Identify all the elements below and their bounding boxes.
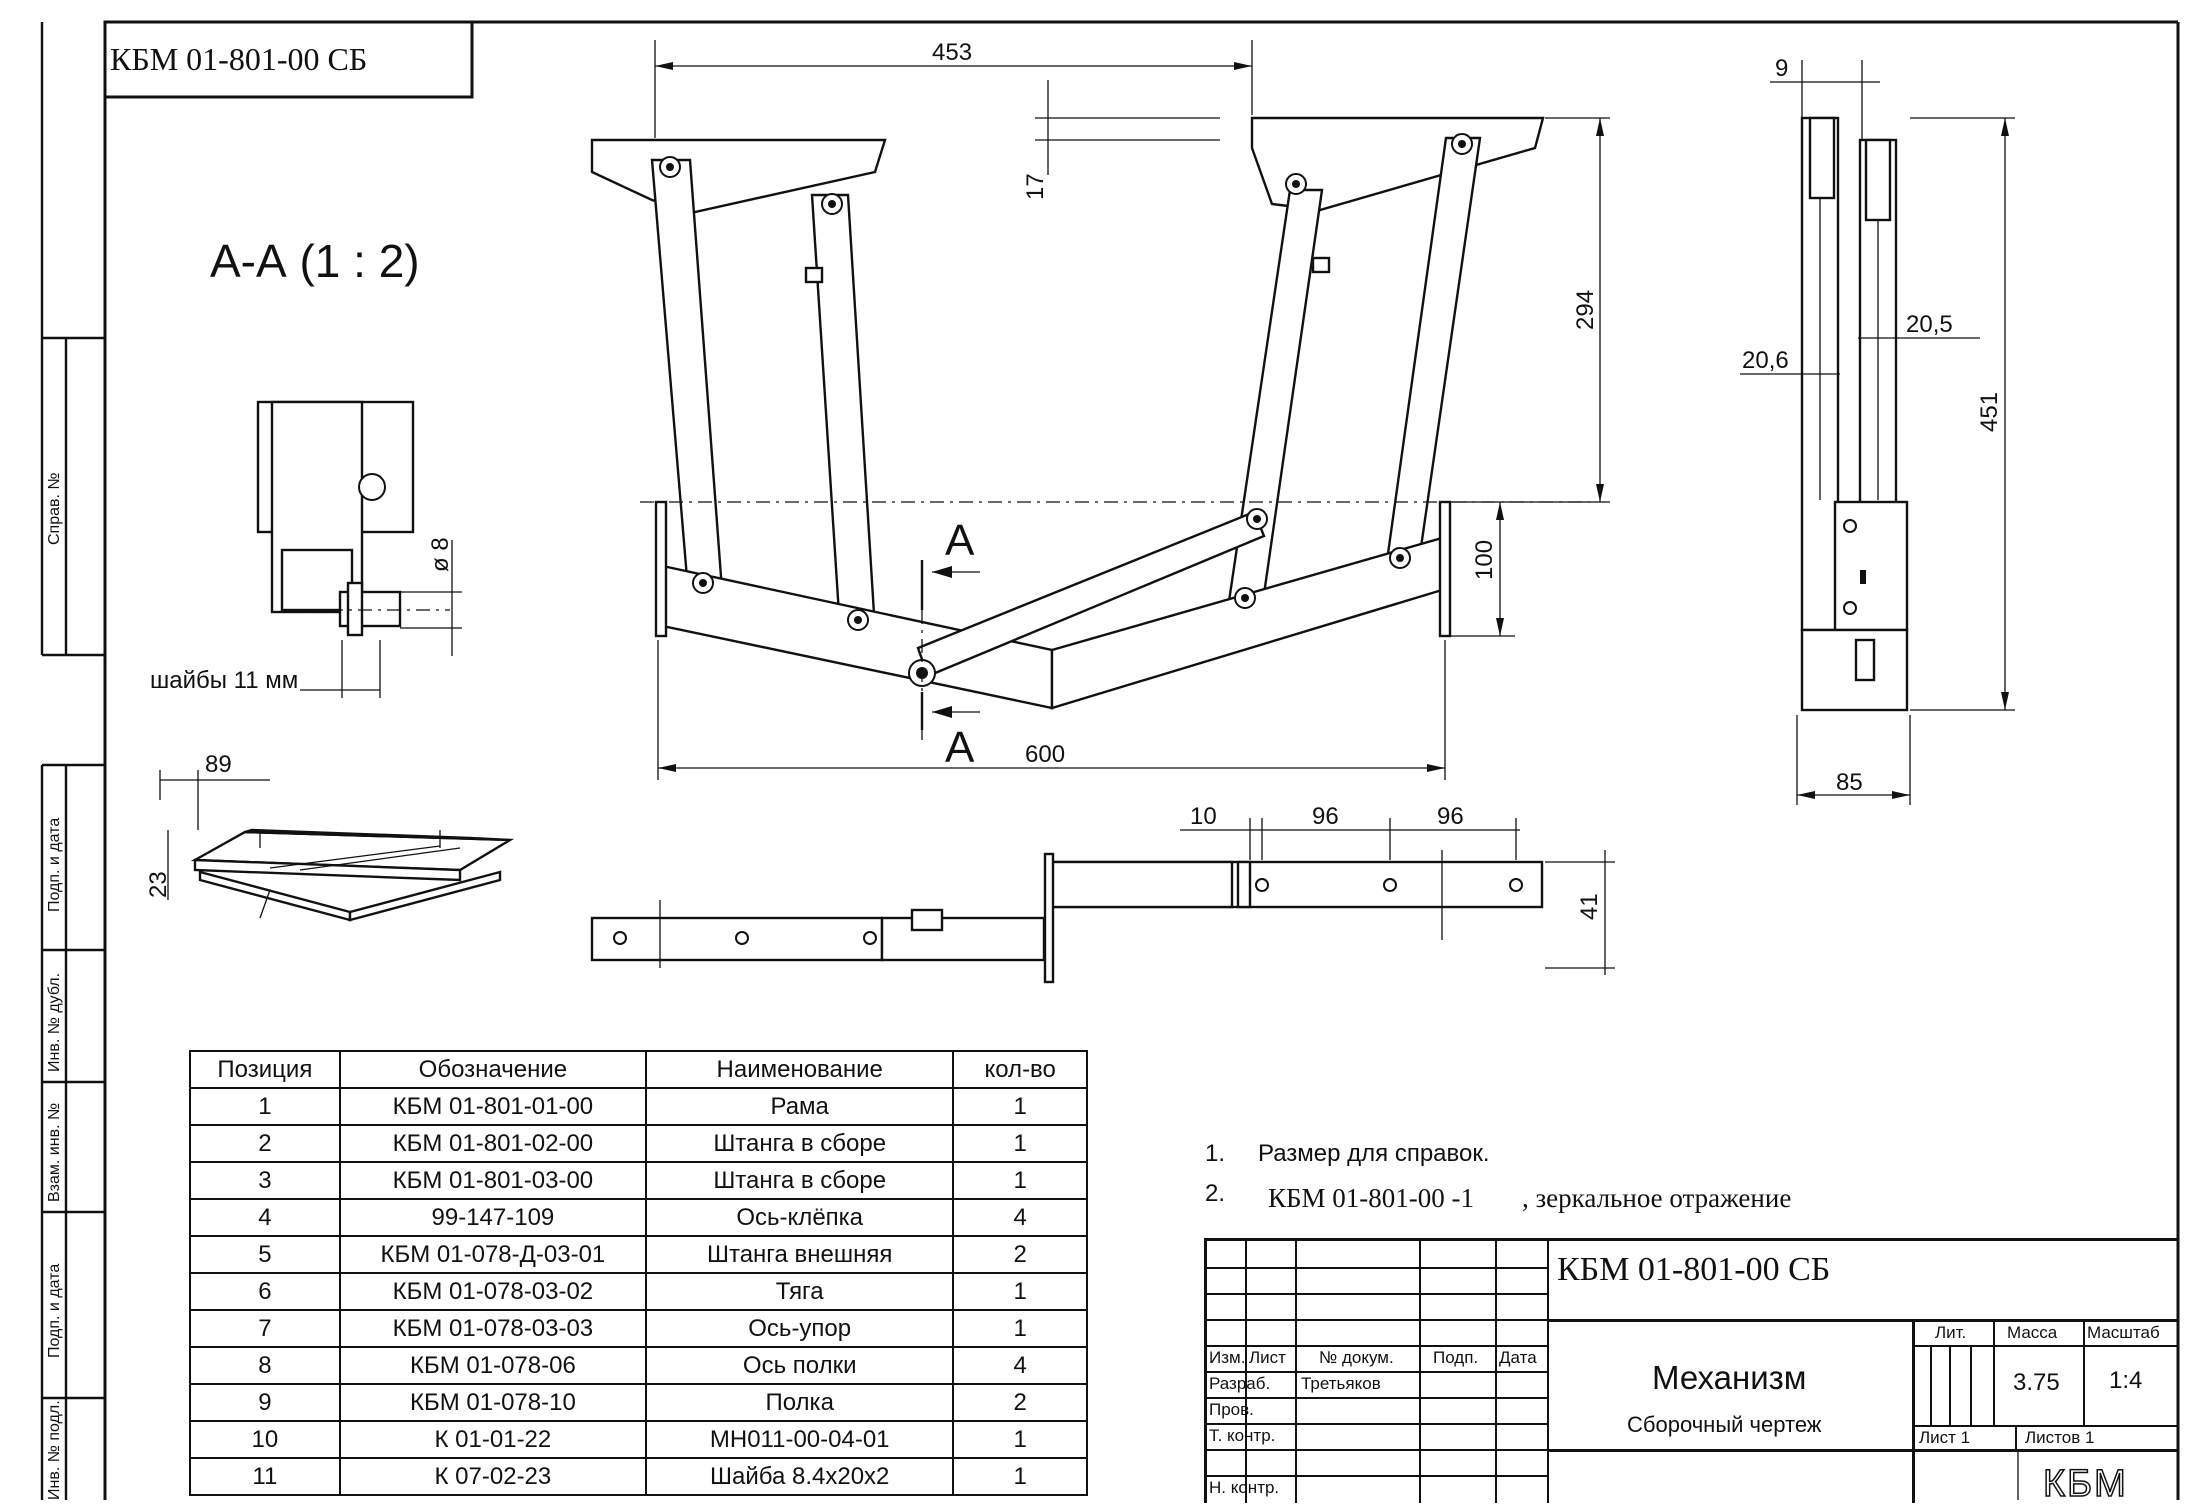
right-end-plate (1440, 502, 1450, 636)
note-2-text: , зеркальное отражение (1522, 1183, 1792, 1213)
table-row (190, 1310, 1087, 1347)
tb-massa-value: 3.75 (2013, 1369, 2060, 1396)
washers-label: шайбы 11 мм (150, 667, 299, 694)
tb-razrab-name: Третьяков (1301, 1374, 1381, 1393)
cell-pos: 5 (190, 1236, 340, 1273)
cell-pos: 6 (190, 1273, 340, 1310)
cut-label-a-top: А (945, 516, 975, 565)
note-2-code: КБМ 01-801-00 -1 (1268, 1183, 1474, 1213)
tb-podp: Подп. (1433, 1348, 1479, 1367)
tb-nkontr: Н. контр. (1209, 1478, 1280, 1497)
table-row (190, 1347, 1087, 1384)
cell-qty: 2 (953, 1236, 1087, 1273)
tb-prov: Пров. (1209, 1400, 1254, 1419)
table-row (190, 1125, 1087, 1162)
side-label-podp-1: Подп. и дата (46, 817, 63, 912)
note-2-number: 2. (1205, 1180, 1226, 1207)
dim-20-6: 20,6 (1742, 347, 1789, 374)
header-name: Наименование (646, 1051, 953, 1088)
cell-name: Полка (646, 1384, 953, 1421)
tb-massa: Масса (2007, 1323, 2058, 1342)
title-block (1204, 1238, 2177, 1503)
cell-qty: 4 (953, 1347, 1087, 1384)
cell-designation: КБМ 01-078-Д-03-01 (340, 1236, 646, 1273)
dim-9: 9 (1775, 55, 1789, 82)
cell-pos: 11 (190, 1458, 340, 1495)
right-outer-link (1386, 138, 1480, 568)
cell-qty: 2 (953, 1384, 1087, 1421)
doc-code-top: КБМ 01-801-00 СБ (110, 41, 368, 77)
cell-name: МН011-00-04-01 (646, 1421, 953, 1458)
dim-41: 41 (1576, 893, 1603, 920)
table-row (190, 1273, 1087, 1310)
left-inner-link (812, 195, 875, 630)
table-row (190, 1162, 1087, 1199)
side-label-inv-podl: Инв. № подл. (46, 1400, 63, 1500)
cell-qty: 1 (953, 1310, 1087, 1347)
cell-pos: 3 (190, 1162, 340, 1199)
tb-izm: Изм. (1209, 1348, 1246, 1367)
cell-designation: КБМ 01-078-03-02 (340, 1273, 646, 1310)
header-qty: кол-во (953, 1051, 1087, 1088)
cell-designation: КБМ 01-078-03-03 (340, 1310, 646, 1347)
cell-name: Штанга в сборе (646, 1162, 953, 1199)
cell-pos: 8 (190, 1347, 340, 1384)
cell-pos: 10 (190, 1421, 340, 1458)
cell-qty: 1 (953, 1458, 1087, 1495)
cell-name: Рама (646, 1088, 953, 1125)
tb-masshtab: Масштаб (2087, 1323, 2160, 1342)
tb-masshtab-value: 1:4 (2109, 1367, 2143, 1394)
tb-tkontr: Т. контр. (1209, 1426, 1276, 1445)
dim-85: 85 (1836, 769, 1863, 796)
table-row (190, 1199, 1087, 1236)
table-row (190, 1236, 1087, 1273)
kbm-logo: КБМ (2043, 1463, 2128, 1505)
cell-pos: 2 (190, 1125, 340, 1162)
cell-name: Ось-клёпка (646, 1199, 953, 1236)
side-label-vzam: Взам. инв. № (46, 1102, 63, 1202)
cell-designation: К 01-01-22 (340, 1421, 646, 1458)
tb-list-num: Лист 1 (1919, 1428, 1971, 1447)
parts-table (189, 1050, 1088, 1496)
dim-d8: ø 8 (427, 537, 454, 572)
cell-name: Штанга внешняя (646, 1236, 953, 1273)
cell-name: Ось-упор (646, 1310, 953, 1347)
header-position: Позиция (190, 1051, 340, 1088)
cell-pos: 7 (190, 1310, 340, 1347)
tb-list: Лист (1249, 1348, 1286, 1367)
dim-453: 453 (932, 39, 973, 66)
side-view (1740, 60, 2015, 805)
tb-lit: Лит. (1935, 1323, 1967, 1342)
note-1-number: 1. (1205, 1140, 1226, 1167)
top-view (592, 818, 1615, 982)
dim-10: 10 (1190, 803, 1217, 830)
dim-100: 100 (1471, 539, 1498, 580)
header-designation: Обозначение (340, 1051, 646, 1088)
dim-96-b: 96 (1437, 803, 1464, 830)
table-row (190, 1384, 1087, 1421)
tb-data: Дата (1499, 1348, 1537, 1367)
tb-doc-code: КБМ 01-801-00 СБ (1557, 1251, 1831, 1288)
cell-designation: 99-147-109 (340, 1199, 646, 1236)
tb-listov: Листов 1 (2025, 1428, 2095, 1447)
dim-17: 17 (1022, 173, 1049, 200)
cell-qty: 1 (953, 1273, 1087, 1310)
cell-pos: 1 (190, 1088, 340, 1125)
cell-designation: КБМ 01-078-06 (340, 1347, 646, 1384)
cell-designation: КБМ 01-801-01-00 (340, 1088, 646, 1125)
side-label-inv-dubl: Инв. № дубл. (46, 972, 63, 1072)
side-label-sprav: Справ. № (46, 472, 63, 545)
cut-label-a-bottom: А (945, 723, 975, 772)
cell-name: Тяга (646, 1273, 953, 1310)
note-1-text: Размер для справок. (1258, 1140, 1490, 1167)
dim-600: 600 (1025, 741, 1066, 768)
cell-qty: 4 (953, 1199, 1087, 1236)
tb-doc-type: Сборочный чертеж (1627, 1412, 1822, 1437)
dim-23: 23 (145, 871, 172, 898)
side-label-podp-2: Подп. и дата (46, 1263, 63, 1358)
cell-qty: 1 (953, 1421, 1087, 1458)
dim-451: 451 (1976, 391, 2003, 432)
cell-qty: 1 (953, 1125, 1087, 1162)
cell-designation: КБМ 01-078-10 (340, 1384, 646, 1421)
dim-20-5: 20,5 (1906, 311, 1953, 338)
cell-name: Ось полки (646, 1347, 953, 1384)
left-end-plate (656, 502, 666, 636)
dim-89: 89 (205, 751, 232, 778)
cell-designation: К 07-02-23 (340, 1458, 646, 1495)
table-row (190, 1421, 1087, 1458)
tb-ndokum: № докум. (1319, 1348, 1394, 1367)
cell-designation: КБМ 01-801-03-00 (340, 1162, 646, 1199)
parts-header-row (190, 1051, 1087, 1088)
dim-96-a: 96 (1312, 803, 1339, 830)
dim-294: 294 (1572, 289, 1599, 330)
cell-qty: 1 (953, 1162, 1087, 1199)
section-label: А-А (1 : 2) (210, 235, 420, 287)
cell-qty: 1 (953, 1088, 1087, 1125)
cell-designation: КБМ 01-801-02-00 (340, 1125, 646, 1162)
tb-razrab: Разраб. (1209, 1374, 1271, 1393)
table-row (190, 1088, 1087, 1125)
cell-name: Штанга в сборе (646, 1125, 953, 1162)
front-view (592, 118, 1590, 740)
cell-pos: 4 (190, 1199, 340, 1236)
tb-name: Механизм (1652, 1359, 1807, 1396)
isometric-view (160, 770, 510, 920)
table-row (190, 1458, 1087, 1495)
cell-pos: 9 (190, 1384, 340, 1421)
cell-name: Шайба 8.4х20х2 (646, 1458, 953, 1495)
